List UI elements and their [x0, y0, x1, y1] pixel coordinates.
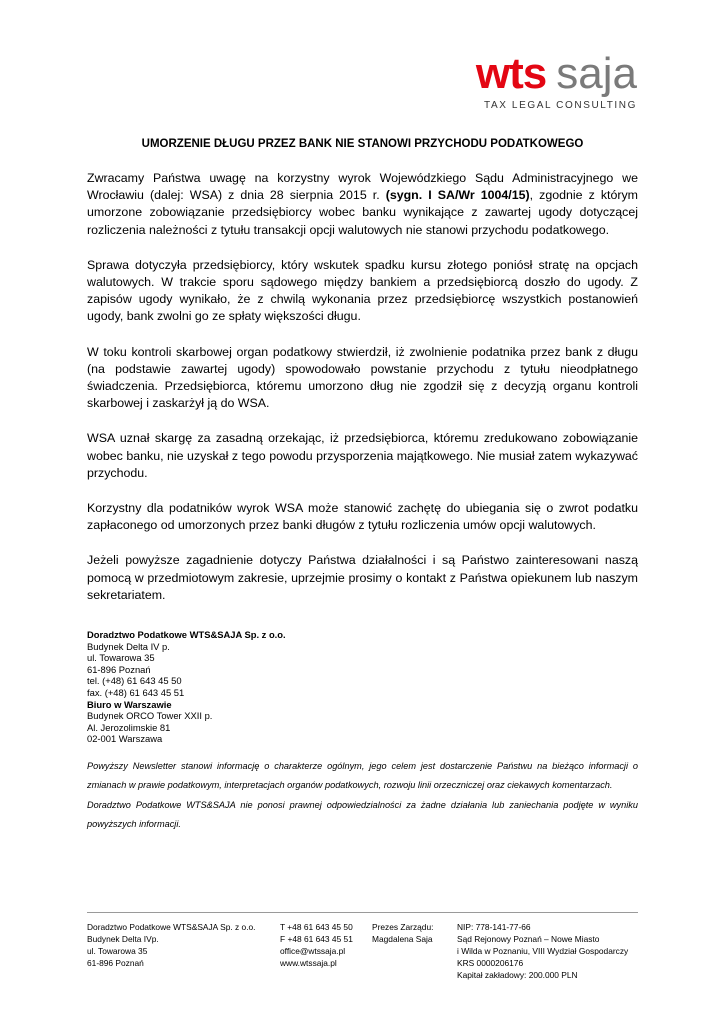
footer-city: 61-896 Poznań	[87, 958, 144, 968]
warsaw-building: Budynek ORCO Tower XXII p.	[87, 710, 213, 722]
warsaw-street: Al. Jerozolimskie 81	[87, 721, 171, 733]
footer-website[interactable]: www.wtssaja.pl	[280, 958, 337, 968]
newsletter-body	[87, 170, 638, 622]
disclaimer-general: Powyższy Newsletter stanowi informację o charakterze ogólnym, jego celem jest dostarczenie Państwu na bieżąco informacji o zmianach w prawie podatkowym, interpretacjach organów podatkowych, rozwoju linii orzeczniczej oraz ciekawych komentarzach.	[87, 761, 638, 791]
footer-krs: KRS 0000206176	[457, 958, 524, 968]
footer-management-name: Magdalena Saja	[372, 934, 433, 944]
footer-company-name: Doradztwo Podatkowe WTS&SAJA Sp. z o.o.	[87, 922, 256, 932]
logo-tagline: TAX LEGAL CONSULTING	[484, 100, 637, 111]
warsaw-city: 02-001 Warszawa	[87, 733, 163, 745]
footer-contact-column	[280, 921, 353, 969]
address-street: ul. Towarowa 35	[87, 652, 155, 664]
footer-management-label: Prezes Zarządu:	[372, 922, 434, 932]
address-city: 61-896 Poznań	[87, 663, 151, 675]
case-reference: (sygn. I SA/Wr 1004/15)	[385, 188, 530, 203]
footer-court-division: i Wilda w Poznaniu, VIII Wydział Gospodarczy	[457, 946, 629, 956]
document-title: UMORZENIE DŁUGU PRZEZ BANK NIE STANOWI PRZYCHODU PODATKOWEGO	[141, 138, 584, 150]
warsaw-office-heading: Biuro w Warszawie	[87, 698, 172, 710]
footer-company-column	[87, 921, 256, 969]
contact-address	[87, 629, 487, 745]
footer-registry-column	[457, 921, 628, 981]
footer-phone: T +48 61 643 45 50	[280, 922, 353, 932]
logo-wts: wts	[475, 49, 547, 98]
company-logo	[467, 49, 637, 111]
footer-building: Budynek Delta IVp.	[87, 934, 159, 944]
paragraph-1	[87, 170, 638, 239]
paragraph-6: Jeżeli powyższe zagadnienie dotyczy Państwa działalności i są Państwo zainteresowani naszą pomocą w przedmiotowym zakresie, uprzejmie prosimy o kontakt z Państwa opiekunem lub naszym sekretariatem.	[87, 553, 638, 602]
footer-management-column	[372, 921, 433, 945]
address-fax: fax. (+48) 61 643 45 51	[87, 686, 185, 698]
footer-nip: NIP: 778-141-77-66	[457, 922, 531, 932]
footer-capital: Kapitał zakładowy: 200.000 PLN	[457, 970, 578, 980]
address-tel: tel. (+48) 61 643 45 50	[87, 675, 182, 687]
footer-email[interactable]: office@wtssaja.pl	[280, 946, 346, 956]
footer-fax: F +48 61 643 45 51	[280, 934, 353, 944]
paragraph-4: WSA uznał skargę za zasadną orzekając, iż przedsiębiorca, któremu zredukowano zobowiązanie wobec banku, nie uzyskał z tego powodu przysporzenia majątkowego. Nie musiał zatem wykazywać przychodu.	[87, 431, 638, 480]
paragraph-2: Sprawa dotyczyła przedsiębiorcy, który wskutek spadku kursu złotego poniósł stratę na opcjach walutowych. W trakcie sporu sądowego między bankiem a przedsiębiorcą doszło do ugody. Z zapisów ugody wynikało, że z chwilą wykonania przez przedsiębiorcę wszystkich postanowień ugody, bank zwolni go ze spłaty większości długu.	[87, 257, 638, 324]
address-building: Budynek Delta IV p.	[87, 640, 170, 652]
footer-street: ul. Towarowa 35	[87, 946, 148, 956]
footer-court: Sąd Rejonowy Poznań – Nowe Miasto	[457, 934, 600, 944]
paragraph-1-rest: , zgodnie z którym umorzone zobowiązanie przedsiębiorcy wobec banku wynikające z zawartej ugody dotyczącej rozliczenia należności z tytułu transakcji opcji walutowych nie stanowi przychodu podatkowego.	[87, 188, 638, 237]
footer-divider	[87, 912, 638, 913]
logo-wordmark	[467, 49, 637, 98]
logo-saja: saja	[556, 49, 637, 98]
disclaimer-liability: Doradztwo Podatkowe WTS&SAJA nie ponosi prawnej odpowiedzialności za żadne działania lub zaniechania podjęte w wyniku powyższych informacji.	[87, 799, 638, 830]
legal-disclaimer	[87, 757, 638, 835]
paragraph-5: Korzystny dla podatników wyrok WSA może stanowić zachętę do ubiegania się o zwrot podatku zapłaconego od umorzonych przez banki długów z tytułu rozliczenia umów opcji walutowych.	[87, 501, 638, 533]
paragraph-1-intro: Zwracamy Państwa uwagę na korzystny wyrok Wojewódzkiego Sądu Administracyjnego we Wrocławiu (dalej: WSA) z dnia 28 sierpnia 2015 r.	[87, 171, 638, 203]
address-company: Doradztwo Podatkowe WTS&SAJA Sp. z o.o.	[87, 629, 286, 640]
paragraph-3: W toku kontroli skarbowej organ podatkowy stwierdził, iż zwolnienie podatnika przez bank z długu (na podstawie zawartej ugody) spowodowało powstanie przychodu z tytułu nieodpłatnego świadczenia. Przedsiębiorca, któremu umorzono dług nie zgodził się z decyzją organu kontroli skarbowej i zaskarżył ją do WSA.	[87, 344, 638, 411]
